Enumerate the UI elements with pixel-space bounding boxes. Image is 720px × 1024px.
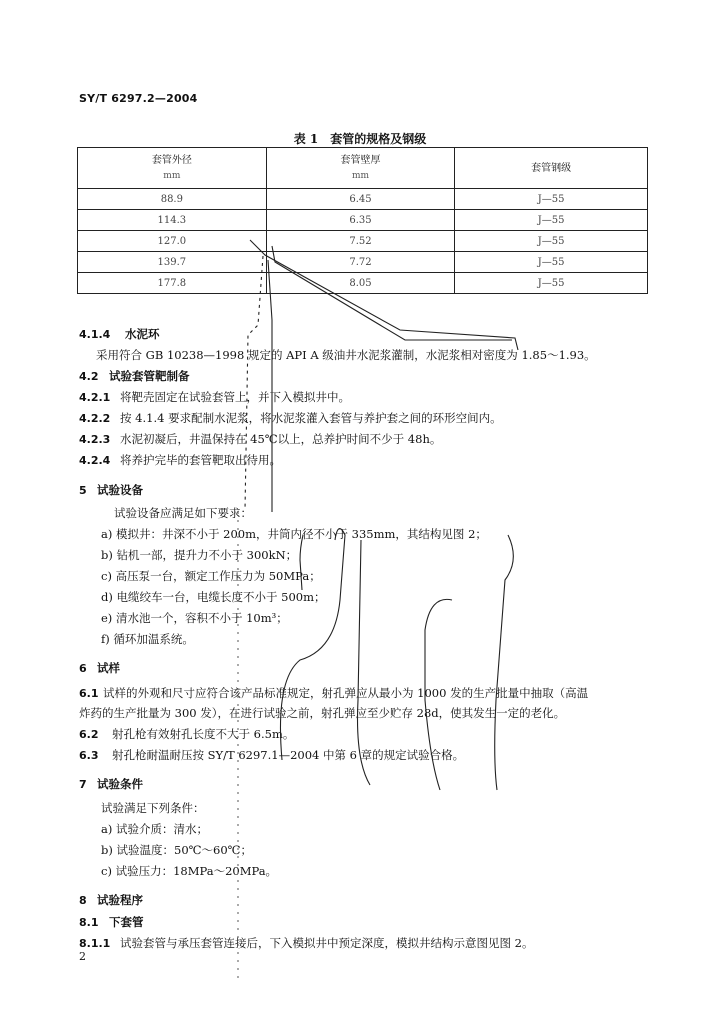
scan-artifact-curve xyxy=(358,540,371,785)
table-cell: 7.72 xyxy=(266,252,455,273)
clause-number: 6.3 xyxy=(79,749,99,762)
table-cell: J—55 xyxy=(455,210,648,231)
table-cell: J—55 xyxy=(455,273,648,294)
table-title: 套管的规格及钢级 xyxy=(330,132,427,146)
section-number: 8 xyxy=(79,894,87,907)
table-cell: 88.9 xyxy=(78,189,267,210)
table-cell: 177.8 xyxy=(78,273,267,294)
table-cell: 8.05 xyxy=(266,273,455,294)
section-number: 8.1 xyxy=(79,916,99,929)
section-title: 试验程序 xyxy=(97,893,143,907)
section-number: 6 xyxy=(79,662,87,675)
section-title: 水泥环 xyxy=(125,327,160,341)
section-number: 5 xyxy=(79,484,87,497)
clause-text: 射孔枪有效射孔长度不大于 6.5m。 xyxy=(112,727,295,741)
section-7-intro: 试验满足下列条件： xyxy=(101,801,205,815)
table-cell: 7.52 xyxy=(266,231,455,252)
list-item: c) 高压泵一台，额定工作压力为 50MPa； xyxy=(101,569,321,583)
scan-artifact-line xyxy=(245,256,263,510)
scan-artifact-line xyxy=(250,240,518,350)
clause-text: 试样的外观和尺寸应符合该产品标准规定，射孔弹应从最小为 1000 发的生产批量中抽取（高温 xyxy=(103,686,589,700)
list-item: d) 电缆绞车一台，电缆长度不小于 500m； xyxy=(101,590,326,604)
scan-artifact-curve xyxy=(300,535,303,590)
clause-number: 4.2.4 xyxy=(79,454,111,467)
list-item: b) 试验温度：50℃～60℃； xyxy=(101,843,252,857)
section-title: 试验设备 xyxy=(97,483,143,497)
clause-number: 4.2.3 xyxy=(79,433,111,446)
column-header-label: 套管外径 xyxy=(151,154,192,166)
list-item: c) 试验压力：18MPa～20MPa。 xyxy=(101,864,278,878)
table-cell: J—55 xyxy=(455,252,648,273)
clause-text: 将靶壳固定在试验套管上，并下入模拟井中。 xyxy=(120,390,350,404)
section-number: 4.1.4 xyxy=(79,328,111,341)
scan-artifact-curve xyxy=(495,535,514,790)
clause-number: 4.2.2 xyxy=(79,412,111,425)
table-number: 表 1 xyxy=(293,132,319,146)
table-cell: 127.0 xyxy=(78,231,267,252)
column-header-label: 套管壁厚 xyxy=(340,154,381,166)
clause-number: 8.1.1 xyxy=(79,937,111,950)
clause-text: 将养护完毕的套管靶取出待用。 xyxy=(120,453,281,467)
column-header-unit: mm xyxy=(351,170,370,181)
scan-artifact-curve xyxy=(425,599,452,790)
table-cell: 139.7 xyxy=(78,252,267,273)
list-item: f) 循环加温系统。 xyxy=(101,632,194,646)
scan-artifact-curve xyxy=(280,529,345,760)
list-item: b) 钻机一部，提升力不小于 300kN； xyxy=(101,548,298,562)
table-cell: 6.45 xyxy=(266,189,455,210)
section-title: 试样 xyxy=(97,661,120,675)
scan-artifact-line xyxy=(268,260,272,512)
section-title: 下套管 xyxy=(109,915,144,929)
table-cell: J—55 xyxy=(455,189,648,210)
page-number: 2 xyxy=(79,950,86,963)
clause-number: 6.1 xyxy=(79,687,99,700)
list-item: a) 模拟井：井深不小于 200m，井筒内径不小于 335mm，其结构见图 2； xyxy=(101,527,487,541)
clause-text: 试验套管与承压套管连接后，下入模拟井中预定深度，模拟井结构示意图见图 2。 xyxy=(120,936,534,950)
section-4-1-4-body: 采用符合 GB 10238—1998 规定的 API A 级油井水泥浆灌制，水泥浆相对密度为 1.85～1.93。 xyxy=(96,348,596,362)
list-item: e) 清水池一个，容积不小于 10m³； xyxy=(101,611,288,625)
table-cell: J—55 xyxy=(455,231,648,252)
section-number: 4.2 xyxy=(79,370,99,383)
section-5-intro: 试验设备应满足如下要求： xyxy=(114,506,252,520)
table-cell: 114.3 xyxy=(78,210,267,231)
clause-text: 射孔枪耐温耐压按 SY/T 6297.1—2004 中第 6 章的规定试验合格。 xyxy=(112,748,465,762)
section-title: 试验套管靶制备 xyxy=(109,369,190,383)
table-cell: 6.35 xyxy=(266,210,455,231)
clause-6-1-continued: 炸药的生产批量为 300 发），在进行试验之前，射孔弹应至少贮存 28d，使其发生一定的老化。 xyxy=(79,706,566,720)
column-header-unit: mm xyxy=(163,170,181,181)
column-header-label: 套管钢级 xyxy=(531,162,572,174)
clause-number: 6.2 xyxy=(79,728,99,741)
list-item: a) 试验介质：清水； xyxy=(101,822,208,836)
section-title: 试验条件 xyxy=(97,777,143,791)
standard-number-header: SY/T 6297.2—2004 xyxy=(79,92,198,105)
clause-text: 水泥初凝后，井温保持在 45℃以上，总养护时间不少于 48h。 xyxy=(120,432,442,446)
clause-number: 4.2.1 xyxy=(79,391,111,404)
section-number: 7 xyxy=(79,778,87,791)
clause-text: 按 4.1.4 要求配制水泥浆，将水泥浆灌入套管与养护套之间的环形空间内。 xyxy=(120,411,502,425)
